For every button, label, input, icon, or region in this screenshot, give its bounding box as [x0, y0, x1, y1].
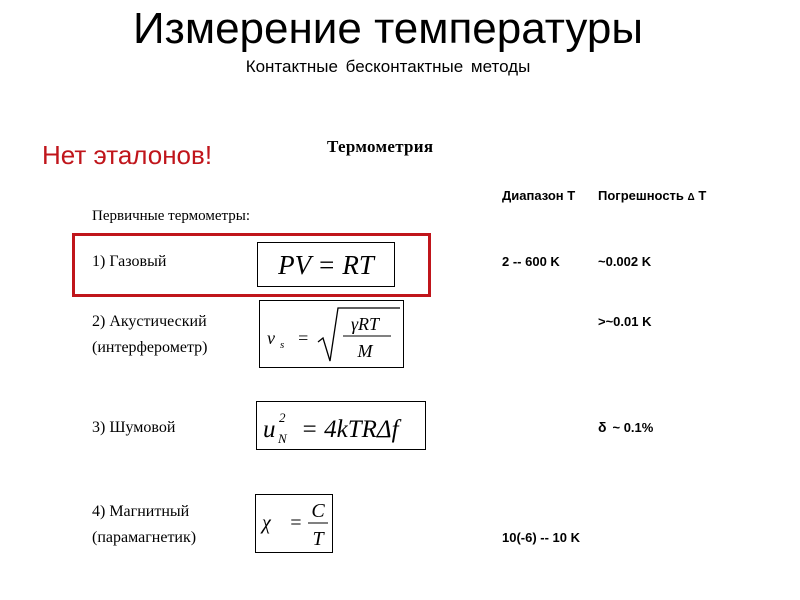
delta-symbol: Δ	[687, 192, 695, 203]
thermometer-name-1: 1) Газовый	[92, 253, 167, 270]
slide-title: Измерение температуры	[133, 4, 643, 53]
formula-magnetic-eq: =	[289, 512, 303, 534]
formula-gas	[257, 242, 395, 287]
range-gas: 2 -- 600 K	[502, 254, 560, 269]
column-header-error-suffix: Т	[698, 188, 707, 203]
formula-magnetic-den: T	[312, 528, 324, 550]
formula-magnetic	[255, 494, 333, 553]
formula-acoustic-num: γRT	[350, 314, 380, 334]
error-gas: ~0.002 K	[598, 254, 652, 269]
formula-acoustic-den: M	[357, 341, 373, 361]
section-title: Термометрия	[327, 137, 434, 156]
thermometer-name-2b: (интерферометр)	[92, 339, 208, 356]
formula-acoustic	[259, 300, 404, 368]
error-acoustic: >~0.01 K	[598, 314, 652, 329]
warning-text: Нет эталонов!	[42, 140, 213, 170]
thermometer-name-2a: 2) Акустический	[92, 313, 207, 330]
range-magnetic: 10(-6) -- 10 K	[502, 530, 581, 545]
column-header-error	[598, 188, 706, 203]
column-header-range: Диапазон Т	[502, 188, 576, 203]
column-header-error-prefix: Погрешность	[598, 188, 684, 203]
thermometer-name-4b: (парамагнетик)	[92, 529, 197, 546]
slide-subtitle: Контактные бесконтактные методы	[245, 57, 531, 76]
formula-acoustic-v: v	[267, 328, 275, 348]
thermometer-name-3: 3) Шумовой	[92, 419, 176, 436]
delta-small-symbol: δ	[598, 419, 607, 435]
formula-acoustic-eq: =	[297, 328, 310, 348]
formula-gas-text: PV = RT	[278, 250, 374, 280]
error-noise: δ ~ 0.1%	[598, 419, 654, 435]
formula-noise-rhs: = 4kTRΔf	[301, 416, 399, 443]
section-label: Первичные термометры:	[92, 208, 250, 224]
formula-noise-u: u	[263, 416, 276, 443]
formula-acoustic-sub: s	[280, 339, 285, 351]
formula-magnetic-chi: χ	[262, 512, 271, 534]
formula-noise	[256, 401, 426, 450]
formula-noise-sup: 2	[279, 410, 286, 425]
thermometer-name-4a: 4) Магнитный	[92, 503, 190, 520]
formula-magnetic-num: C	[311, 500, 325, 522]
formula-noise-sub: N	[278, 431, 287, 446]
